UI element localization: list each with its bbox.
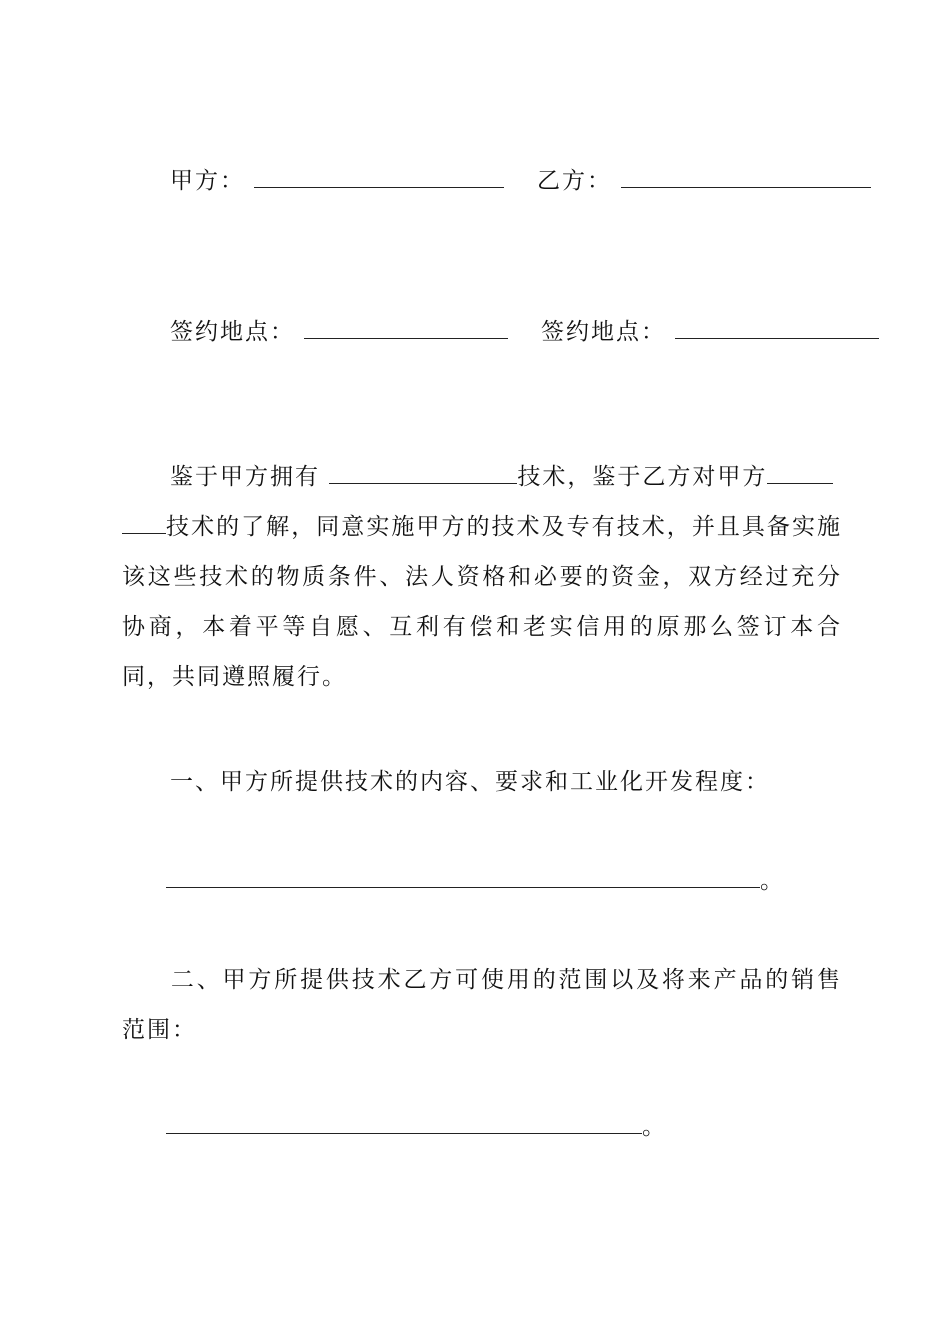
technology-blank-a[interactable] <box>767 463 833 484</box>
section2-end-mark: 。 <box>642 1114 667 1140</box>
section1-heading: 一、甲方所提供技术的内容、要求和工业化开发程度： <box>170 769 770 795</box>
preamble-paragraph <box>122 452 842 702</box>
party-a-blank[interactable] <box>254 167 504 188</box>
section2-blank[interactable] <box>166 1113 642 1134</box>
party-b-blank[interactable] <box>621 167 871 188</box>
section2-heading <box>122 955 842 1055</box>
preamble-part3: 技术的了解，同意实施甲方的技术及专有技术，并且具备实施该这些技术的物质条件、法人资格和必要的资金，双方经过充分协商，本着平等自愿、互利有偿和老实信用的原那么签订本合同，共同遵照履行。 <box>122 514 842 690</box>
section1-fill-row <box>166 862 785 895</box>
section2-fill-row <box>166 1108 667 1141</box>
section1-blank[interactable] <box>166 867 760 888</box>
place-a-blank[interactable] <box>304 318 508 339</box>
signing-place-row <box>170 313 879 346</box>
section1-end-mark: 。 <box>760 868 785 894</box>
preamble-part2: 技术，鉴于乙方对甲方 <box>517 464 768 490</box>
technology-blank-b[interactable] <box>122 513 166 534</box>
section2-title: 二、甲方所提供技术乙方可使用的范围以及将来产品的销售范围： <box>122 967 842 1043</box>
parties-row <box>170 162 871 195</box>
place-b-blank[interactable] <box>675 318 879 339</box>
party-a-label: 甲方： <box>170 168 245 194</box>
place-b-label: 签约地点： <box>540 319 666 345</box>
technology-name-blank[interactable] <box>329 463 517 484</box>
party-b-label: 乙方： <box>536 168 612 194</box>
place-a-label: 签约地点： <box>170 319 295 345</box>
preamble-part1: 鉴于甲方拥有 <box>170 464 320 490</box>
